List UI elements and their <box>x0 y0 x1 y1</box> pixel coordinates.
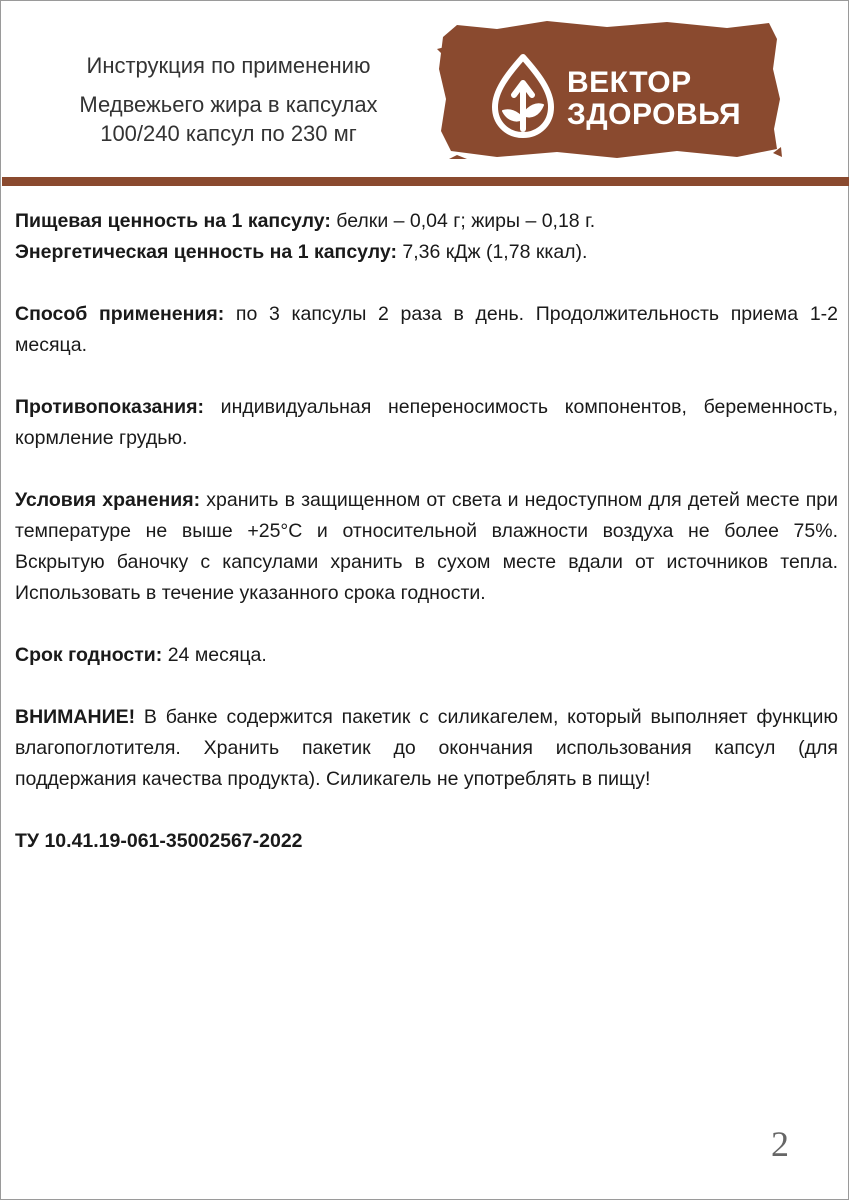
nutrition-label: Пищевая ценность на 1 капсулу: <box>15 210 331 232</box>
storage-section <box>15 485 838 609</box>
contraindications-section <box>15 392 838 454</box>
logo-line-2: ЗДОРОВЬЯ <box>567 98 742 131</box>
warning-text: В банке содержится пакетик с силикагелем, который выполняет функцию влагопоглотителя. Хранить пакетик до окончания использования капсул (для поддержания качества продукта). Силикагель не употреблять в пищу! <box>15 706 838 790</box>
contraindications-label: Противопоказания: <box>15 396 204 418</box>
logo-line-1: ВЕКТОР <box>567 66 692 99</box>
usage-text: по 3 капсулы 2 раза в день. Продолжительность приема 1-2 месяца. <box>15 303 838 356</box>
shelf-life-label: Срок годности: <box>15 644 163 666</box>
warning-section <box>15 702 838 795</box>
title-line-2: Медвежьего жира в капсулах <box>79 92 378 117</box>
logo-text <box>567 67 741 131</box>
energy-text: 7,36 кДж (1,78 ккал). <box>396 241 588 263</box>
nutrition-text: белки – 0,04 г; жиры – 0,18 г. <box>330 210 596 232</box>
shelf-life-text: 24 месяца. <box>162 644 267 666</box>
title-line-3: 100/240 капсул по 230 мг <box>100 121 357 146</box>
tu-section <box>15 826 838 857</box>
contraindications-text: индивидуальная непереносимость компонентов, беременность, кормление грудью. <box>15 396 838 449</box>
header-divider <box>2 177 849 186</box>
tu-code: ТУ 10.41.19-061-35002567-2022 <box>15 830 303 852</box>
shelf-life-section <box>15 640 838 671</box>
instruction-body <box>15 206 838 888</box>
usage-label: Способ применения: <box>15 303 225 325</box>
usage-section <box>15 299 838 361</box>
energy-label: Энергетическая ценность на 1 капсулу: <box>15 241 397 263</box>
storage-text: хранить в защищенном от света и недоступном для детей месте при температуре не выше +25°С и относительной влажности воздуха не более 75%. Вскрытую баночку с капсулами хранить в сухом месте вдали от источников тепла. Использовать в течение указанного срока годности. <box>15 489 839 604</box>
document-title <box>41 51 416 148</box>
title-line-1: Инструкция по применению <box>86 53 371 78</box>
nutrition-section <box>15 206 838 268</box>
warning-label: ВНИМАНИЕ! <box>15 706 136 728</box>
brand-logo <box>437 19 782 159</box>
page-number: 2 <box>771 1124 789 1164</box>
storage-label: Условия хранения: <box>15 489 201 511</box>
